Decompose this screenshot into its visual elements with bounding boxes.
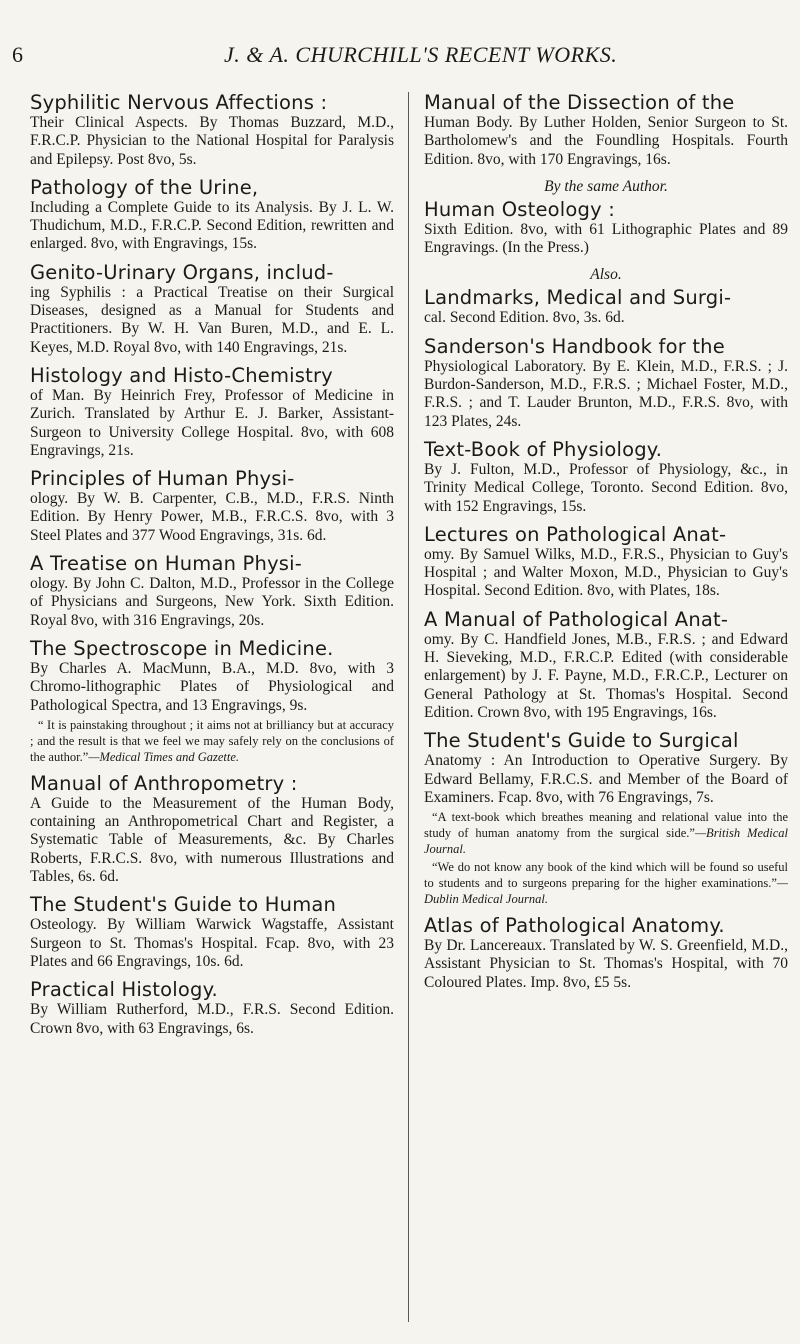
book-description: of Man. By Heinrich Frey, Professor of Medicine in Zurich. Translated by Arthur E. J. Barker, Assistant-Surgeon to University College Hospital. 8vo, with 608 Engravings, 21s.	[30, 386, 394, 459]
book-title: Principles of Human Physi-	[30, 467, 295, 491]
book-title: Text-Book of Physiology.	[424, 437, 663, 461]
book-title: Pathology of the Urine,	[30, 175, 259, 199]
quote-text: “ It is painstaking throughout ; it aims not at brilliancy but at accuracy ; and the result is that we feel we may safely rely on the conclusions of the author.”	[30, 717, 394, 764]
book-entry	[30, 979, 394, 1038]
book-entry	[424, 199, 788, 258]
book-description: Including a Complete Guide to its Analysis. By J. L. W. Thudichum, M.D., F.R.C.P. Second Edition, rewritten and enlarged. 8vo, with Engravings, 15s.	[30, 198, 394, 253]
book-entry	[424, 524, 788, 601]
section-note: Also.	[590, 266, 622, 284]
book-title: Syphilitic Nervous Affections :	[30, 91, 328, 114]
book-title: A Treatise on Human Physi-	[30, 552, 303, 576]
book-entry	[30, 365, 394, 460]
quote-text: “We do not know any book of the kind which will be found so useful to students and to surgeons preparing for the higher examinations.”	[424, 860, 788, 891]
book-title: A Manual of Pathological Anat-	[424, 607, 729, 631]
page-number: 6	[12, 42, 23, 67]
book-description: ology. By John C. Dalton, M.D., Professor in the College of Physicians and Surgeons, New York. Sixth Edition. Royal 8vo, with 316 Engravings, 20s.	[30, 575, 394, 629]
book-title: The Spectroscope in Medicine.	[30, 636, 334, 660]
quote-source: —Medical Times and Gazette.	[88, 749, 240, 764]
book-title: Manual of the Dissection of the	[424, 91, 735, 114]
page-header	[0, 0, 800, 90]
book-entry	[30, 92, 394, 169]
book-title: The Student's Guide to Human	[30, 893, 337, 917]
book-description: Anatomy : An Introduction to Operative Surgery. By Edward Bellamy, F.R.C.S. and Member of the Board of Examiners. Fcap. 8vo, with 76 Engravings, 7s.	[424, 752, 788, 806]
book-entry	[30, 262, 394, 357]
book-description: Human Body. By Luther Holden, Senior Surgeon to St. Bartholomew's and the Foundling Hospitals. Fourth Edition. 8vo, with 170 Engravings, 16s.	[424, 114, 788, 168]
right-column	[424, 92, 788, 1000]
section-note: By the same Author.	[544, 177, 668, 195]
book-title: Landmarks, Medical and Surgi-	[424, 286, 732, 310]
book-title: Human Osteology :	[424, 197, 616, 221]
review-quote	[424, 809, 788, 857]
book-description: Osteology. By William Warwick Wagstaffe, Assistant Surgeon to St. Thomas's Hospital. Fcap. 8vo, with 23 Plates and 66 Engravings, 10s. 6d.	[30, 916, 394, 970]
book-title: Lectures on Pathological Anat-	[424, 522, 727, 546]
book-description: By William Rutherford, M.D., F.R.S. Second Edition. Crown 8vo, with 63 Engravings, 6s.	[30, 1001, 394, 1037]
book-entry	[30, 468, 394, 545]
book-description: By Dr. Lancereaux. Translated by W. S. Greenfield, M.D., Assistant Physician to St. Thomas's Hospital, with 70 Coloured Plates. Imp. 8vo, £5 5s.	[424, 937, 788, 991]
book-description: Sixth Edition. 8vo, with 61 Lithographic Plates and 89 Engravings. (In the Press.)	[424, 220, 788, 257]
book-description: ing Syphilis : a Practical Treatise on their Surgical Diseases, designed as a Manual for Students and Practitioners. By W. H. Van Buren, M.D., and E. L. Keyes, M.D. Royal 8vo, with 140 Engravings, 21s.	[30, 283, 394, 356]
book-entry	[30, 894, 394, 971]
book-description: cal. Second Edition. 8vo, 3s. 6d.	[424, 309, 625, 327]
book-description: ology. By W. B. Carpenter, C.B., M.D., F.R.S. Ninth Edition. By Henry Power, M.B., F.R.C.S. 8vo, with 3 Steel Plates and 377 Wood Engravings, 31s. 6d.	[30, 490, 394, 544]
book-description: A Guide to the Measurement of the Human Body, containing an Anthropometrical Chart and Register, a Systematic Table of Measurements, &c. By Charles Roberts, F.R.C.S. 8vo, with numerous Illustrations and Tables, 6s. 6d.	[30, 794, 394, 886]
book-entry	[424, 915, 788, 992]
book-title: Manual of Anthropometry :	[30, 771, 298, 795]
quote-source: —Dublin Medical Journal.	[424, 876, 788, 907]
book-entry	[30, 177, 394, 254]
book-title: Atlas of Pathological Anatomy.	[424, 914, 725, 938]
book-entry	[424, 609, 788, 722]
book-description: Their Clinical Aspects. By Thomas Buzzard, M.D., F.R.C.P. Physician to the National Hospital for Paralysis and Epilepsy. Post 8vo, 5s.	[30, 114, 394, 168]
book-entry	[30, 553, 394, 630]
book-entry	[424, 730, 788, 907]
book-entry	[424, 92, 788, 169]
quote-source: —British Medical Journal.	[424, 826, 788, 857]
book-title: Sanderson's Handbook for the	[424, 334, 725, 358]
book-description: By Charles A. MacMunn, B.A., M.D. 8vo, with 3 Chromo-lithographic Plates of Physiological and Pathological Spectra, and 13 Engravings, 9s.	[30, 659, 394, 714]
review-quote	[30, 717, 394, 765]
book-entry	[424, 336, 788, 431]
book-description: By J. Fulton, M.D., Professor of Physiology, &c., in Trinity Medical College, Toronto. Second Edition. 8vo, with 152 Engravings, 15s.	[424, 460, 788, 515]
book-entry	[30, 638, 394, 765]
book-title: Genito-Urinary Organs, includ-	[30, 260, 334, 284]
book-title: The Student's Guide to Surgical	[424, 729, 739, 753]
book-description: omy. By Samuel Wilks, M.D., F.R.S., Physician to Guy's Hospital ; and Walter Moxon, M.D., Physician to Guy's Hospital. Second Edition. 8vo, with Plates, 18s.	[424, 545, 788, 600]
book-title: Histology and Histo-Chemistry	[30, 363, 333, 387]
review-quote	[424, 859, 788, 907]
book-entry	[30, 773, 394, 886]
book-entry	[424, 439, 788, 516]
book-description: Physiological Laboratory. By E. Klein, M.D., F.R.S. ; J. Burdon-Sanderson, M.D., F.R.S. ; Michael Foster, M.D., F.R.S. ; and T. Lauder Brunton, M.D., F.R.S. 8vo, with 123 Plates, 24s.	[424, 357, 788, 430]
quote-text: “A text-book which breathes meaning and relational value into the study of human anatomy from the surgical side.”	[424, 810, 788, 841]
book-entry	[424, 287, 788, 327]
running-head: J. & A. CHURCHILL'S RECENT WORKS.	[224, 42, 618, 67]
book-title: Practical Histology.	[30, 978, 218, 1002]
book-description: omy. By C. Handfield Jones, M.B., F.R.S. ; and Edward H. Sieveking, M.D., F.R.C.P. Edited (with considerable enlargement) by J. F. Payne, M.D., F.R.C.P., Lecturer on General Pathology at St. Thomas's Hospital. Second Edition. Crown 8vo, with 195 Engravings, 16s.	[424, 630, 788, 721]
left-column	[30, 92, 394, 1046]
column-divider	[408, 92, 409, 1322]
